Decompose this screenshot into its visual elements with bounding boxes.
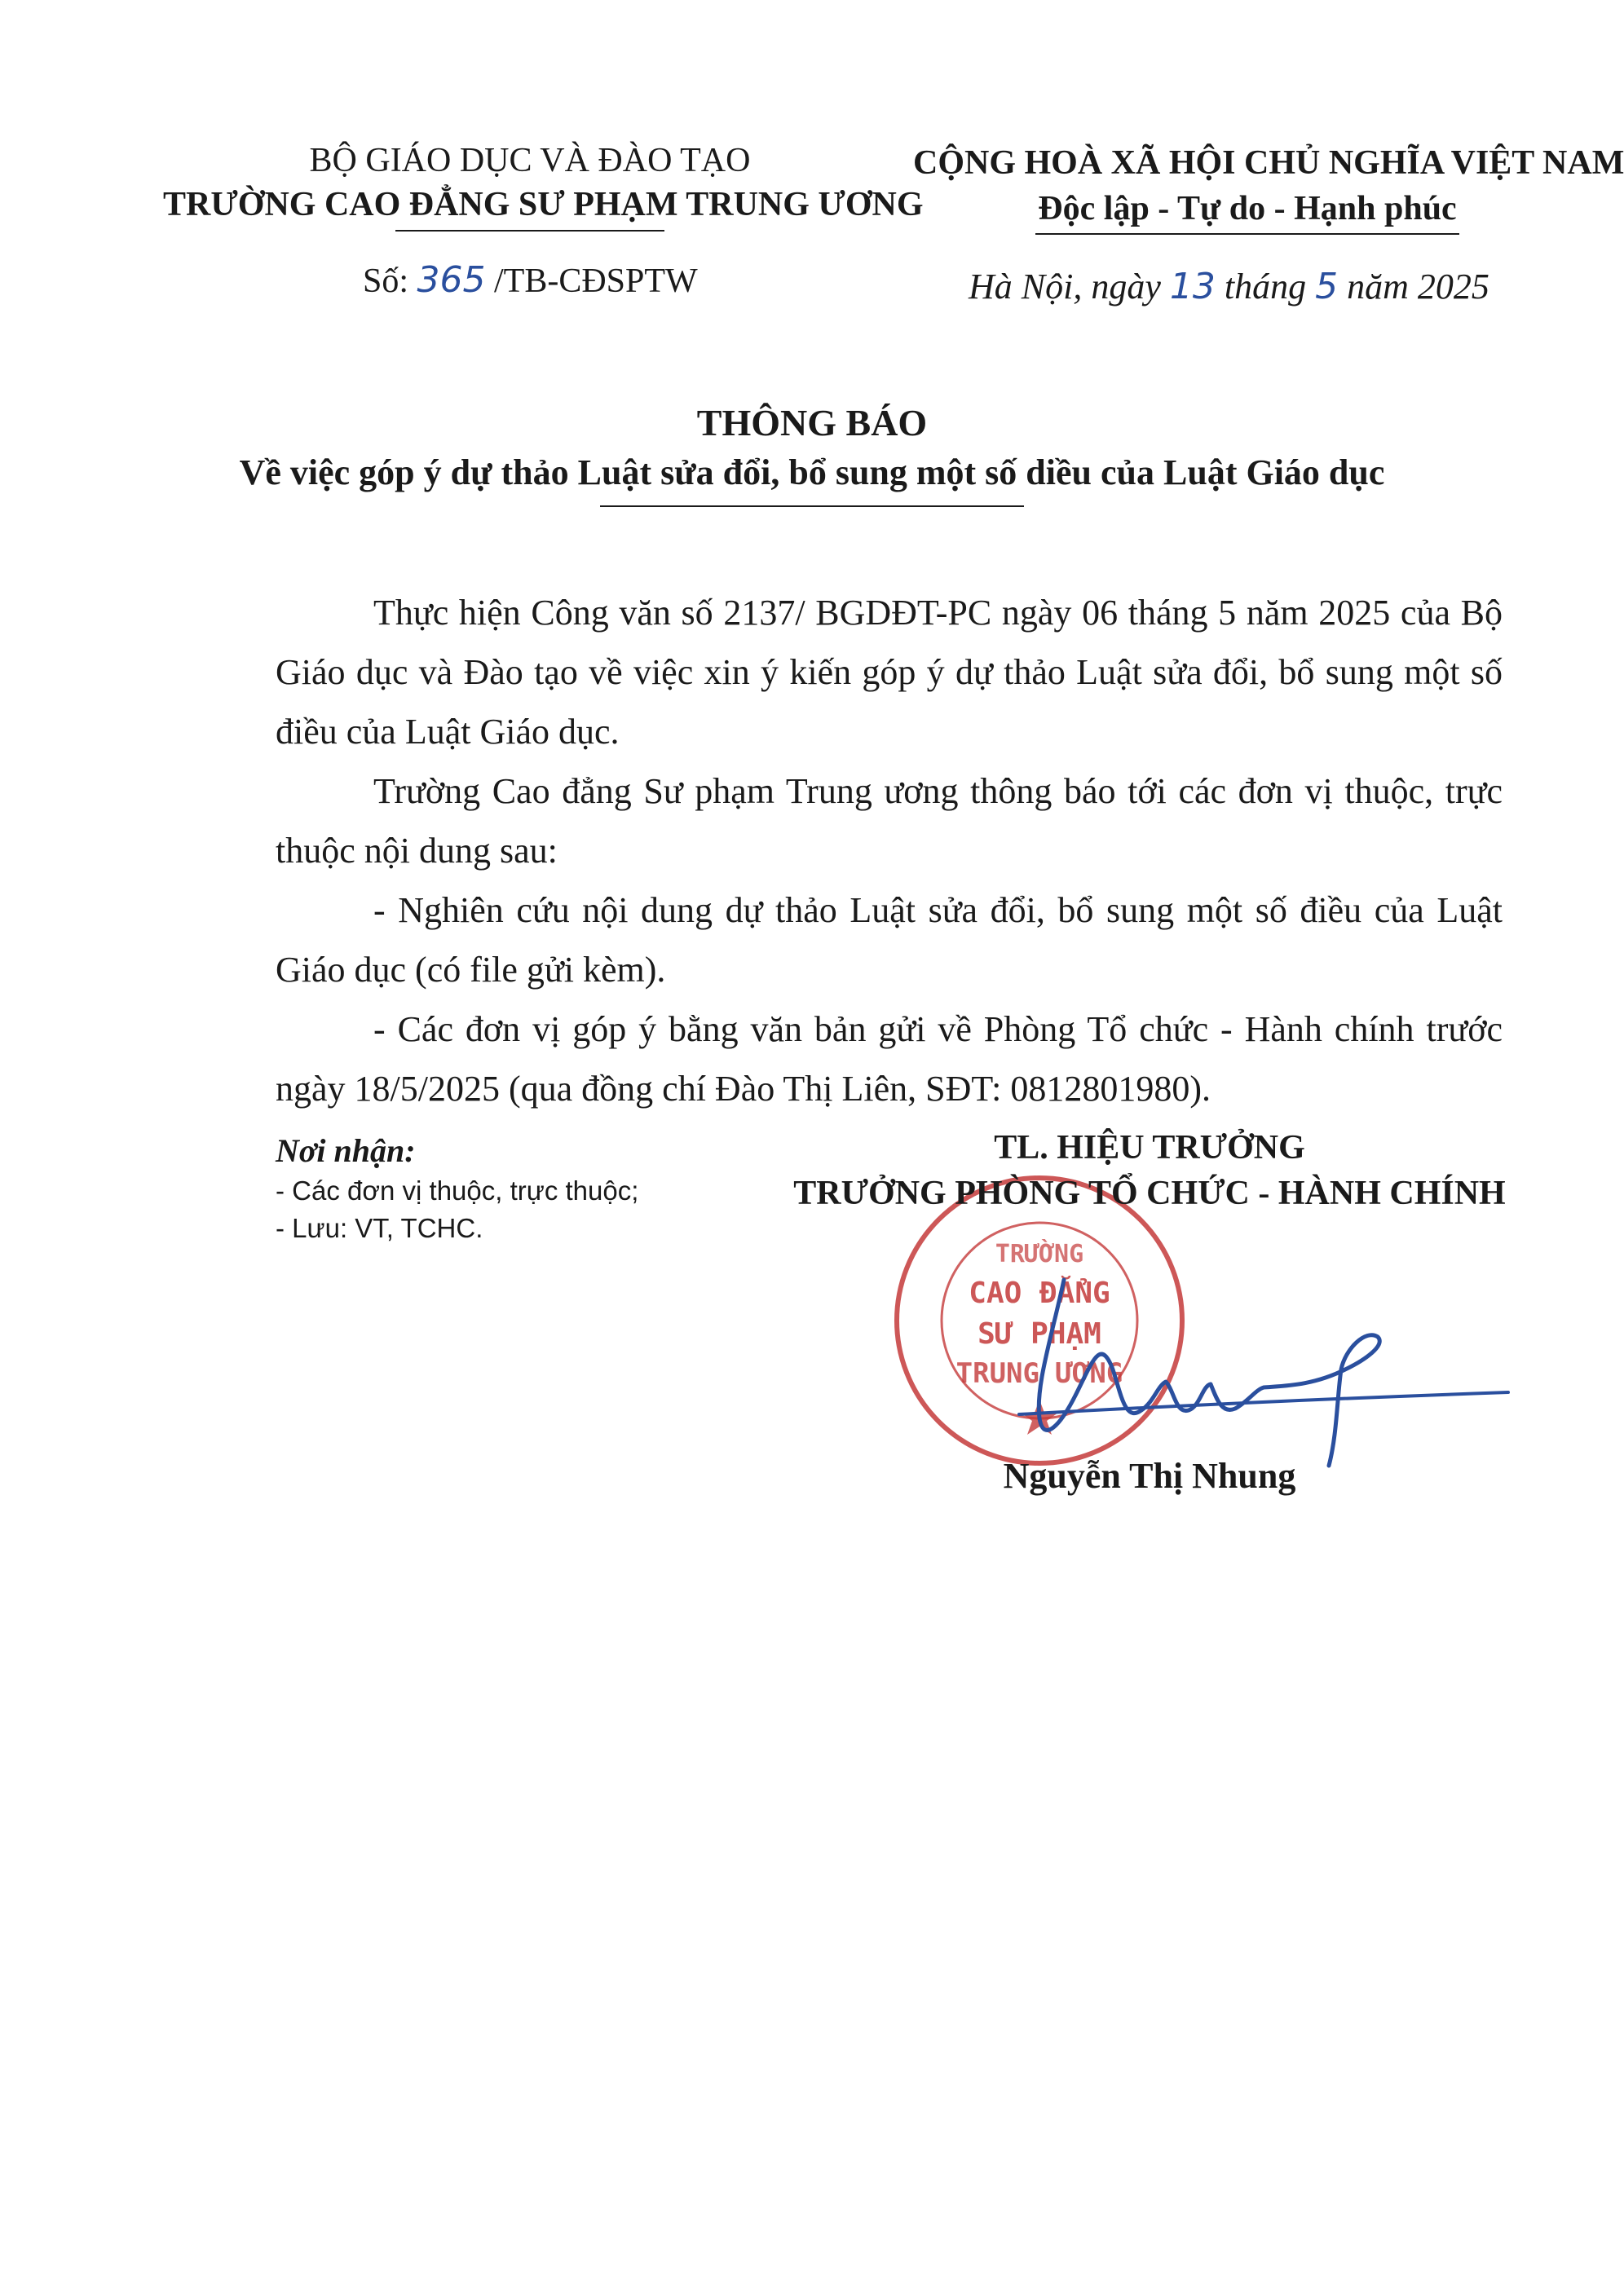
doc-number-handwritten: 365: [417, 259, 486, 301]
school-name: TRƯỜNG CAO ĐẲNG SƯ PHẠM TRUNG ƯƠNG: [163, 186, 924, 223]
recipient-item: - Lưu: VT, TCHC.: [276, 1213, 483, 1243]
issue-date: [969, 266, 1489, 307]
document-number: [363, 259, 698, 301]
signer-authority: TL. HIỆU TRƯỞNG: [994, 1129, 1305, 1167]
svg-text:TRƯỜNG: TRƯỜNG: [995, 1240, 1084, 1268]
national-motto: Độc lập - Tự do - Hạnh phúc: [1038, 190, 1457, 227]
date-day-handwritten: 13: [1169, 266, 1216, 307]
body-paragraph-2: Trường Cao đẳng Sư phạm Trung ương thông báo tới các đơn vị thuộc, trực thuộc nội dung sau:: [276, 771, 1503, 871]
date-place: Hà Nội, ngày: [969, 267, 1170, 307]
notice-title-block: [0, 398, 1624, 507]
body-paragraph-3: - Nghiên cứu nội dung dự thảo Luật sửa đổi, bổ sung một số điều của Luật Giáo dục (có file gửi kèm).: [276, 890, 1503, 990]
issuer-underline: [395, 230, 664, 232]
recipients-title: Nơi nhận:: [276, 1132, 416, 1169]
body-paragraph-4: - Các đơn vị góp ý bằng văn bản gửi về Phòng Tổ chức - Hành chính trước ngày 18/5/2025 (qua đồng chí Đào Thị Liên, SĐT: 0812801980).: [276, 1009, 1503, 1109]
notice-body: [276, 583, 1503, 1118]
signer-position: TRƯỞNG PHÒNG TỔ CHỨC - HÀNH CHÍNH: [793, 1175, 1506, 1212]
date-month-label: tháng: [1215, 267, 1316, 307]
recipients-block: [276, 1130, 846, 1247]
body-paragraph-1: Thực hiện Công văn số 2137/ BGDĐT-PC ngày 06 tháng 5 năm 2025 của Bộ Giáo dục và Đào tạo về việc xin ý kiến góp ý dự thảo Luật sửa đổi, bổ sung một số điều của Luật Giáo dục.: [276, 593, 1503, 752]
date-month-handwritten: 5: [1315, 266, 1339, 307]
signature-block: [783, 1125, 1516, 1216]
doc-number-suffix: /TB-CĐSPTW: [485, 262, 698, 300]
issuer-header: [163, 139, 924, 232]
country-name: CỘNG HOÀ XÃ HỘI CHỦ NGHĨA VIỆT NAM: [913, 144, 1624, 182]
notice-title: THÔNG BÁO: [696, 402, 928, 443]
notice-subject: Về việc góp ý dự thảo Luật sửa đổi, bổ sung một số diều của Luật Giáo dục: [239, 452, 1385, 492]
svg-text:SƯ PHẠM: SƯ PHẠM: [977, 1317, 1101, 1351]
date-year: năm 2025: [1338, 267, 1489, 307]
recipient-item: - Các đơn vị thuộc, trực thuộc;: [276, 1175, 639, 1206]
signer-name: Nguyễn Thị Nhung: [1003, 1456, 1296, 1496]
motto-underline: [1035, 233, 1459, 235]
ministry-name: BỘ GIÁO DỤC VÀ ĐÀO TẠO: [309, 142, 751, 179]
svg-text:TRUNG ƯƠNG: TRUNG ƯƠNG: [955, 1357, 1123, 1390]
svg-text:CAO ĐẲNG: CAO ĐẲNG: [969, 1277, 1110, 1310]
doc-number-prefix: Số:: [363, 262, 417, 300]
title-underline: [600, 505, 1024, 507]
national-header: [913, 140, 1624, 235]
